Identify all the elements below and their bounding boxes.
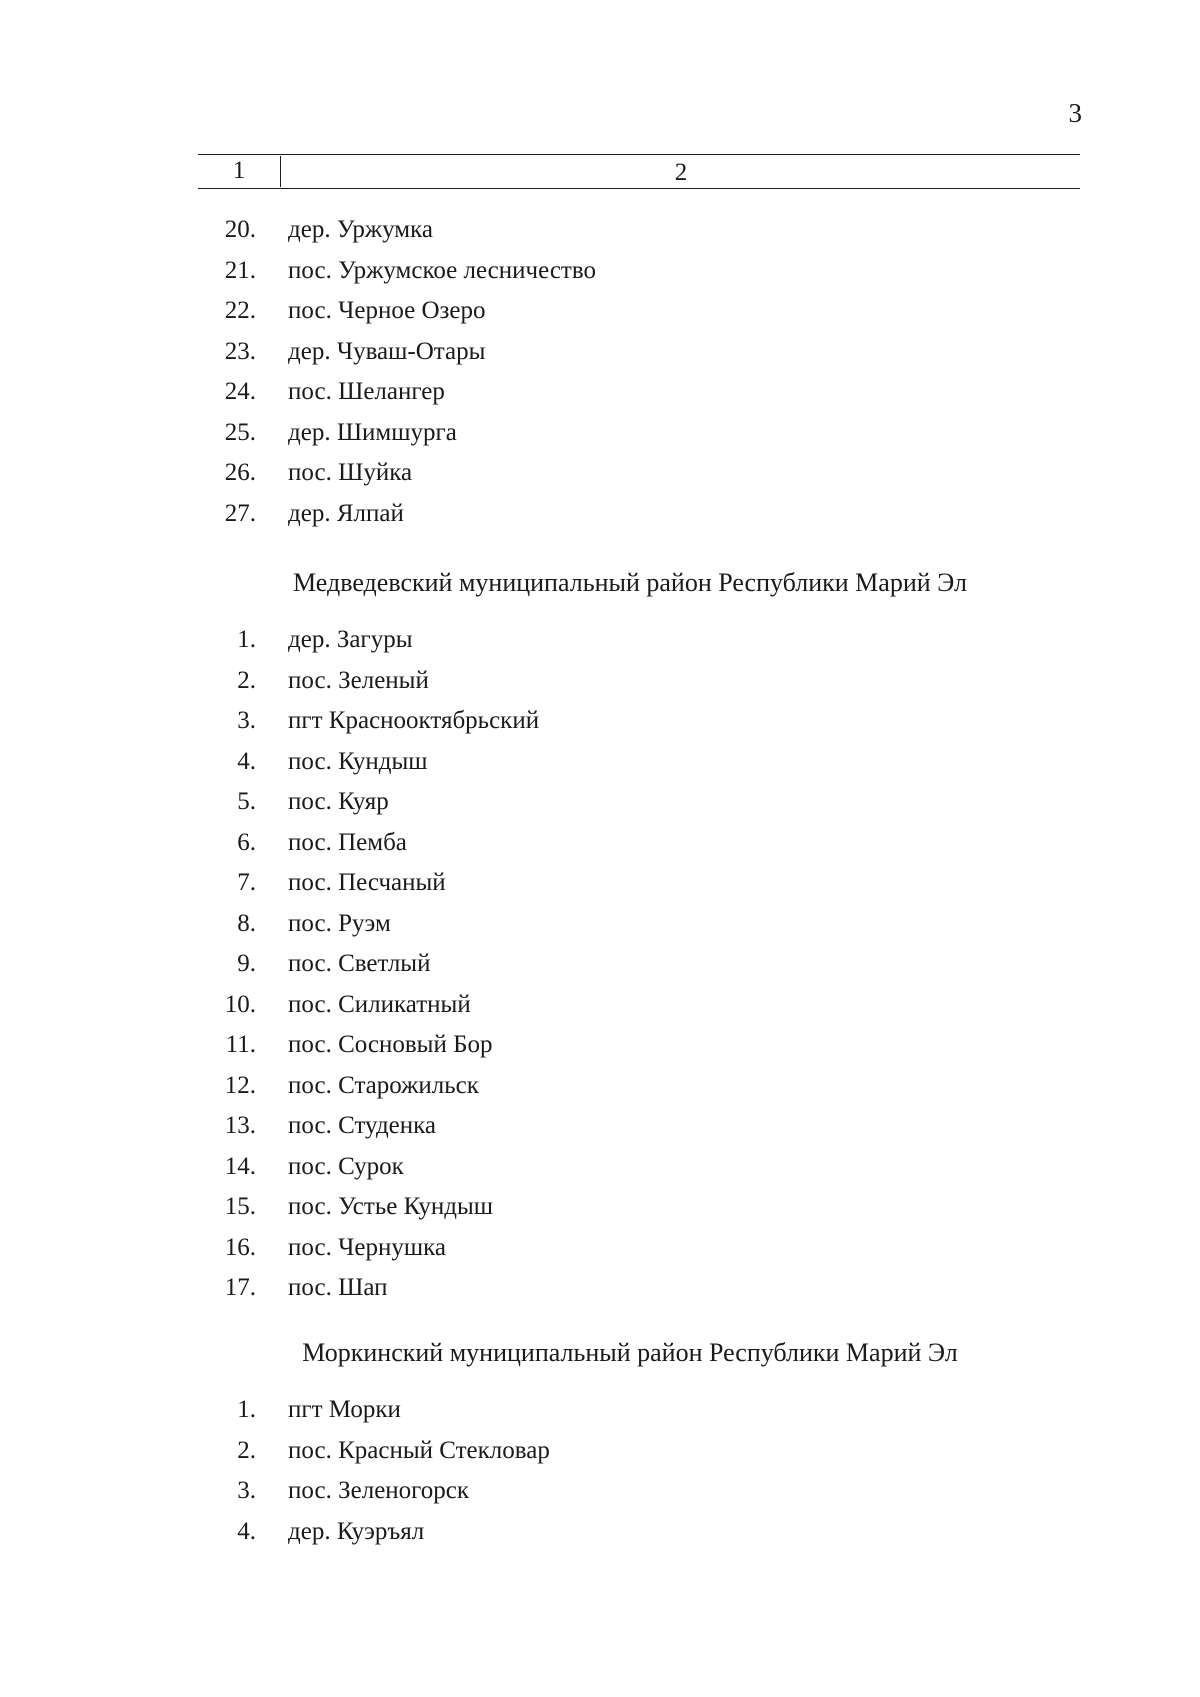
list-item [0,944,1200,985]
list-item-name: пос. Студенка [288,1112,437,1139]
list-item-name: пос. Черное Озеро [288,297,486,324]
list-item [0,620,1200,661]
list-item-number: 1. [237,1396,256,1423]
list-item-number: 21. [224,256,256,284]
list-item-name: дер. Ялпай [288,499,404,527]
list-item-name: пос. Сурок [288,1152,404,1180]
list-item-number: 2. [237,1436,256,1464]
list-item [0,1187,1200,1228]
list-item-number: 3. [237,707,256,734]
list-item-name: дер. Уржумка [288,216,433,243]
list-item-number: 8. [237,909,256,937]
list-item-number: 1. [237,626,256,653]
list-item [0,701,1200,742]
list-item-number: 4. [237,1517,256,1545]
list-item [0,1106,1200,1147]
list-item [0,1512,1200,1553]
list-item-number: 14. [224,1152,256,1180]
list-item-name: пос. Зеленый [288,666,429,694]
list-item-name: пос. Красный Стекловар [288,1436,550,1464]
list-item-name: пос. Уржумское лесничество [288,256,596,284]
list-item-number: 13. [224,1112,256,1139]
list-item-name: пос. Шуйка [288,459,413,486]
list-item [0,494,1200,535]
list-item [0,210,1200,251]
list-item-number: 6. [237,828,256,856]
column-header-2: 2 [674,159,688,186]
column-header [198,154,1080,190]
list-morkinsky [0,1390,1200,1552]
list-item-number: 11. [225,1031,256,1058]
list-item [0,985,1200,1026]
list-item-number: 5. [237,788,256,815]
list-item-name: пос. Руэм [288,909,391,937]
list-item-number: 16. [224,1233,256,1261]
list-item [0,1390,1200,1431]
column-header-1: 1 [232,157,246,184]
list-item [0,863,1200,904]
list-item-name: пос. Шап [288,1274,388,1301]
list-item-name: пос. Сосновый Бор [288,1031,493,1058]
list-item [0,823,1200,864]
list-item-number: 2. [237,666,256,694]
header-rule-top [198,154,1080,155]
list-item [0,661,1200,702]
list-item-number: 27. [224,499,256,527]
section-heading-medvedevsky: Медведевский муниципальный район Республики Марий Эл [293,568,967,597]
list-item-name: пос. Старожильск [288,1071,479,1099]
list-item [0,372,1200,413]
list-item [0,1066,1200,1107]
list-item-name: дер. Шимшурга [288,418,457,446]
list-item-number: 10. [224,990,256,1018]
list-item [0,1228,1200,1269]
header-rule-bottom [198,188,1080,189]
list-item-number: 23. [224,337,256,365]
list-item-name: пос. Пемба [288,828,407,856]
list-item [0,291,1200,332]
list-item [0,1431,1200,1472]
list-item [0,1268,1200,1309]
page-number: 3 [1068,98,1082,128]
list-item-name: пос. Куяр [288,788,389,815]
list-item-name: пос. Чернушка [288,1233,446,1261]
list-item-number: 7. [237,869,256,896]
list-item-number: 20. [224,216,256,243]
list-item [0,413,1200,454]
list-item-name: пос. Зеленогорск [288,1477,470,1504]
list-item [0,1471,1200,1512]
list-item-name: дер. Загуры [288,626,413,653]
list-item [0,1147,1200,1188]
list-item-name: пгт Морки [288,1396,401,1423]
list-medvedevsky [0,620,1200,1309]
list-item-name: пос. Силикатный [288,990,471,1018]
list-item-name: пос. Кундыш [288,747,428,775]
list-item-number: 3. [237,1477,256,1504]
list-item-number: 12. [224,1071,256,1099]
list-item-name: дер. Чуваш-Отары [288,337,486,365]
list-item-name: пгт Краснооктябрьский [288,707,540,734]
list-item-name: дер. Куэръял [288,1517,425,1545]
list-continued [0,210,1200,534]
list-item-number: 25. [224,418,256,446]
list-item-number: 22. [224,297,256,324]
list-item-number: 17. [224,1274,256,1301]
list-item [0,1025,1200,1066]
list-item [0,332,1200,373]
list-item-name: пос. Устье Кундыш [288,1193,494,1220]
list-item-number: 9. [237,950,256,977]
list-item-name: пос. Шелангер [288,378,445,405]
list-item [0,904,1200,945]
list-item-number: 24. [224,378,256,405]
list-item-number: 26. [224,459,256,486]
list-item [0,782,1200,823]
list-item-number: 15. [224,1193,256,1220]
list-item [0,251,1200,292]
header-column-divider [280,156,281,187]
list-item [0,742,1200,783]
list-item [0,453,1200,494]
list-item-name: пос. Песчаный [288,869,446,896]
list-item-name: пос. Светлый [288,950,431,977]
list-item-number: 4. [237,747,256,775]
section-heading-morkinsky: Моркинский муниципальный район Республики Марий Эл [302,1338,958,1367]
